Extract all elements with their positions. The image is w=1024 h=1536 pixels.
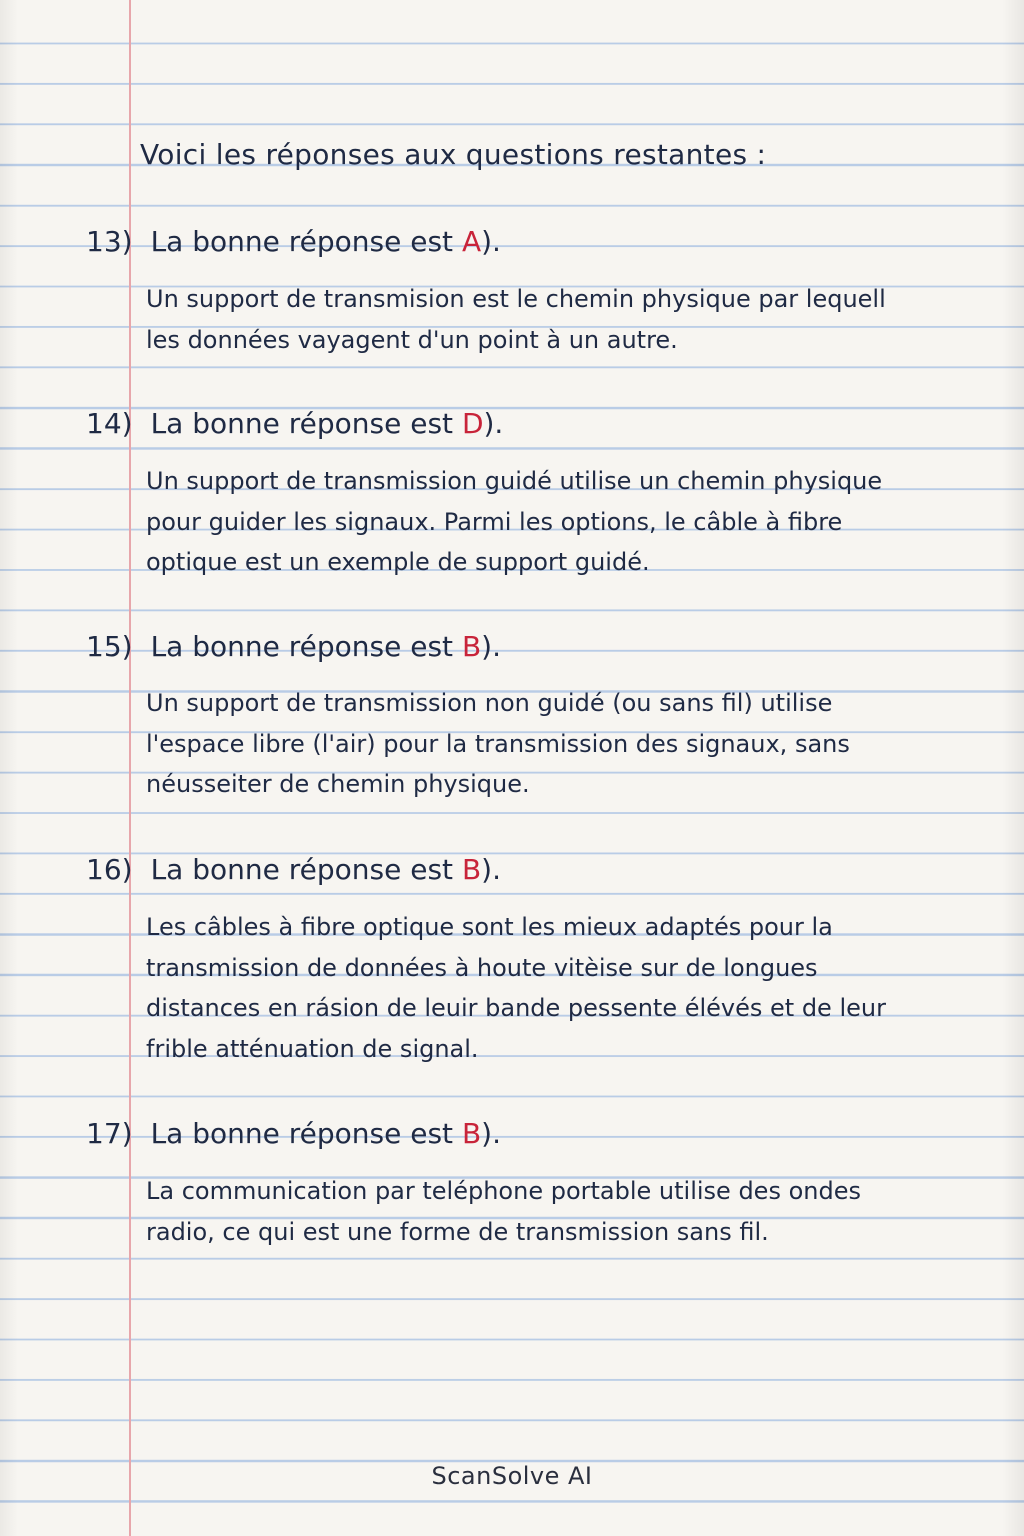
- answer-letter: B: [461, 630, 482, 663]
- explanation-line: transmission de données à houte vitèise sur de longues: [146, 953, 818, 982]
- explanation-line: La communication par teléphone portable utilise des ondes: [146, 1177, 861, 1205]
- question-16-explanation: [146, 907, 946, 1069]
- explanation-line: radio, ce qui est une forme de transmission sans fil.: [146, 1217, 769, 1246]
- explanation-line: Un support de transmision est le chemin physique par lequell: [146, 285, 886, 313]
- question-number: 17): [86, 1117, 133, 1150]
- explanation-line: frible atténuation de signal.: [146, 1034, 479, 1063]
- footer-brand: ScanSolve AI: [431, 1462, 593, 1490]
- question-number: 14): [86, 407, 133, 440]
- answer-letter: B: [461, 1117, 482, 1150]
- explanation-line: les données vayagent d'un point à un autre.: [146, 325, 678, 354]
- question-16-heading: [86, 853, 501, 886]
- answer-suffix: ).: [481, 225, 501, 258]
- answer-prefix: La bonne réponse est: [150, 225, 454, 258]
- question-17-heading: [86, 1117, 501, 1150]
- answer-suffix: ).: [481, 1117, 501, 1150]
- answer-prefix: La bonne réponse est: [150, 407, 454, 440]
- explanation-line: Un support de transmission non guidé (ou sans fil) utilise: [146, 689, 833, 717]
- explanation-line: pour guider les signaux. Parmi les options, le câble à fibre: [146, 507, 843, 536]
- answer-suffix: ).: [483, 407, 504, 440]
- question-15-heading: [86, 630, 501, 663]
- question-15-explanation: [146, 683, 946, 805]
- answer-suffix: ).: [481, 630, 501, 663]
- explanation-line: l'espace libre (l'air) pour la transmission des signaux, sans: [146, 729, 850, 758]
- question-13-heading: [86, 225, 501, 258]
- answer-prefix: La bonne réponse est: [150, 1117, 454, 1150]
- question-14-explanation: [146, 461, 946, 583]
- answer-prefix: La bonne réponse est: [150, 630, 454, 663]
- intro-text: Voici les réponses aux questions restantes :: [140, 138, 767, 171]
- answer-suffix: ).: [481, 853, 501, 886]
- answer-letter: B: [461, 853, 482, 886]
- explanation-line: Un support de transmission guidé utilise un chemin physique: [146, 467, 883, 495]
- explanation-line: néusseiter de chemin physique.: [146, 770, 530, 798]
- question-17-explanation: [146, 1171, 946, 1252]
- question-14-heading: [86, 407, 503, 440]
- question-number: 15): [86, 630, 133, 663]
- explanation-line: optique est un exemple de support guidé.: [146, 548, 650, 576]
- answer-letter: D: [461, 407, 484, 440]
- explanation-line: distances en rásion de leuir bande pessente élévés et de leur: [146, 994, 886, 1022]
- answer-letter: A: [461, 225, 482, 258]
- question-number: 16): [86, 853, 133, 886]
- explanation-line: Les câbles à fibre optique sont les mieux adaptés pour la: [146, 913, 833, 941]
- answer-prefix: La bonne réponse est: [150, 853, 454, 886]
- question-number: 13): [86, 225, 133, 258]
- question-13-explanation: [146, 279, 946, 360]
